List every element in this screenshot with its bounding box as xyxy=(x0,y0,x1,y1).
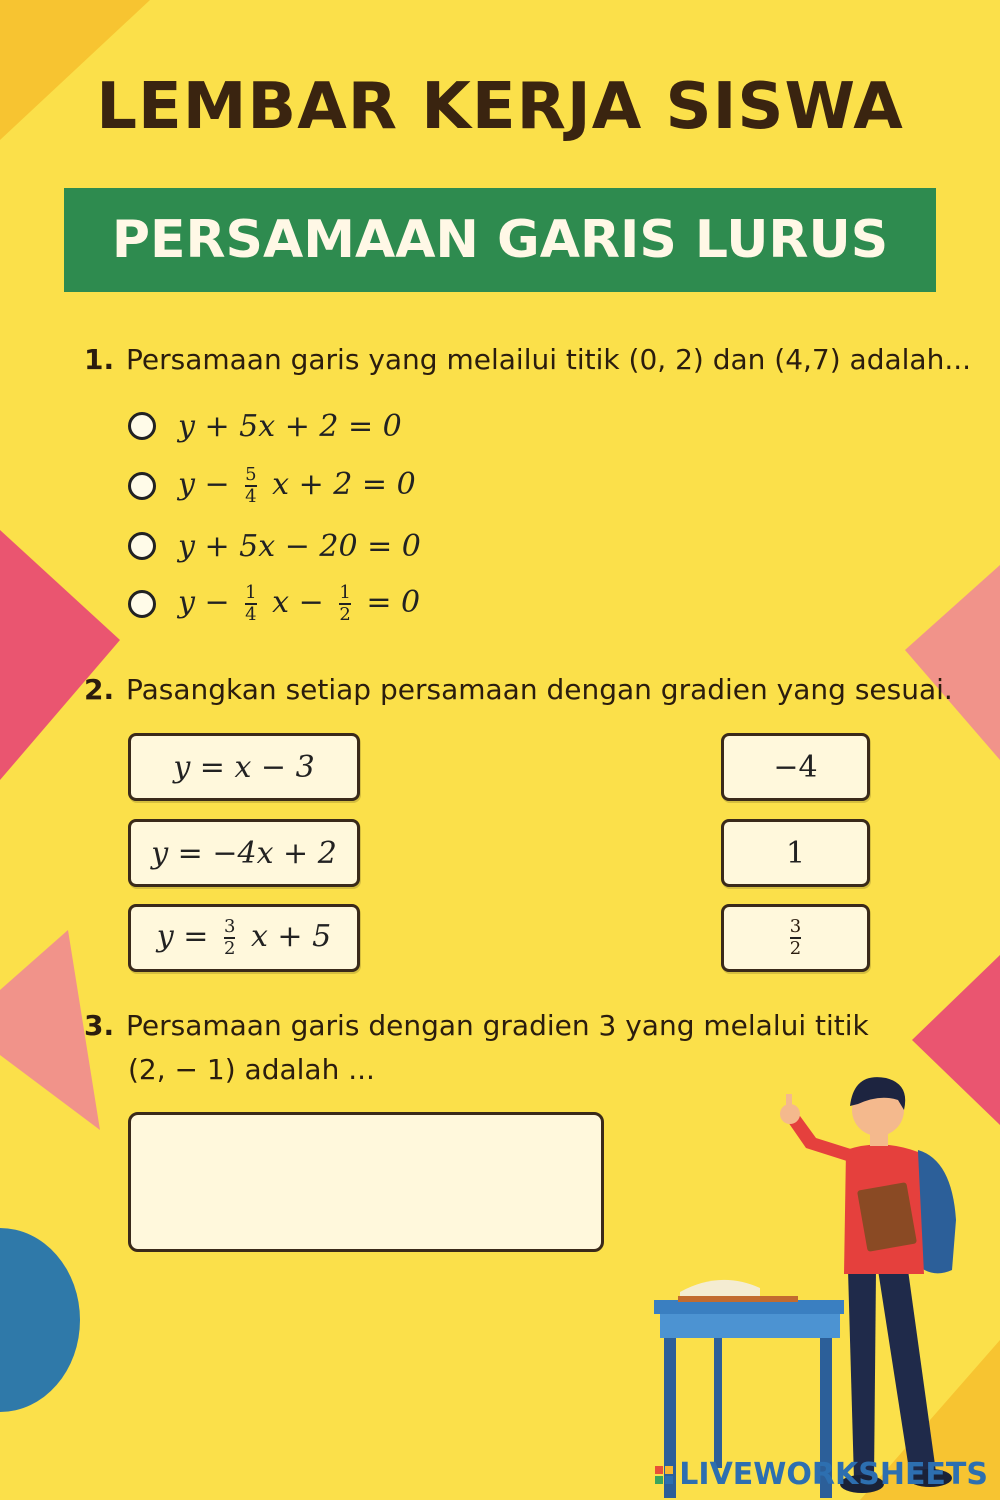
brand-logo: LIVEWORKSHEETS xyxy=(655,1457,988,1492)
fraction: $\frac{1}{4}$ xyxy=(245,582,257,625)
match-equation-1[interactable]: y = x − 3 xyxy=(128,733,360,801)
brand-icon xyxy=(655,1466,673,1484)
question-text: Pasangkan setiap persamaan dengan gradien yang sesuai. xyxy=(126,673,953,706)
match-gradient-3[interactable] xyxy=(721,904,870,972)
topic-banner xyxy=(64,188,936,292)
question-text-line2: (2, − 1) adalah ... xyxy=(128,1053,375,1086)
question-1 xyxy=(84,338,971,382)
answer-input[interactable] xyxy=(128,1112,604,1252)
fraction: $\frac{3}{2}$ xyxy=(223,916,236,959)
option-text: y + 5x − 20 = 0 xyxy=(178,528,421,564)
radio-button[interactable] xyxy=(128,590,156,618)
fraction: $\frac{5}{4}$ xyxy=(245,464,257,507)
option-text: x − xyxy=(272,585,324,620)
topic-title: PERSAMAAN GARIS LURUS xyxy=(111,210,889,270)
question-number: 3. xyxy=(84,1009,115,1042)
radio-button[interactable] xyxy=(128,472,156,500)
question-text: Persamaan garis yang melailui titik (0, 2) dan (4,7) adalah... xyxy=(126,343,972,376)
question-2 xyxy=(84,668,953,712)
student-illustration xyxy=(640,1060,1000,1500)
question-number: 2. xyxy=(84,673,115,706)
question-text: Persamaan garis dengan gradien 3 yang melalui titik xyxy=(126,1009,869,1042)
question-number: 1. xyxy=(84,343,115,376)
option-d[interactable] xyxy=(128,584,420,624)
question-3 xyxy=(84,1004,869,1048)
fraction: $\frac{1}{2}$ xyxy=(339,582,351,625)
option-text: y − xyxy=(178,467,230,502)
option-a[interactable] xyxy=(128,406,402,446)
page-title: LEMBAR KERJA SISWA xyxy=(96,70,904,144)
radio-button[interactable] xyxy=(128,532,156,560)
option-text: y + 5x + 2 = 0 xyxy=(178,408,402,444)
match-gradient-2[interactable]: 1 xyxy=(721,819,870,887)
option-text: = 0 xyxy=(366,585,421,620)
option-text: y − xyxy=(178,585,230,620)
radio-button[interactable] xyxy=(128,412,156,440)
match-equation-2[interactable]: y = −4x + 2 xyxy=(128,819,360,887)
match-equation-3[interactable]: y = $\frac{3}{2}$ x + 5 xyxy=(128,904,360,972)
fraction: $\frac{3}{2}$ xyxy=(789,916,802,959)
option-b[interactable] xyxy=(128,466,416,506)
option-text: x + 2 = 0 xyxy=(272,467,416,502)
match-gradient-1[interactable]: −4 xyxy=(721,733,870,801)
option-c[interactable] xyxy=(128,526,421,566)
